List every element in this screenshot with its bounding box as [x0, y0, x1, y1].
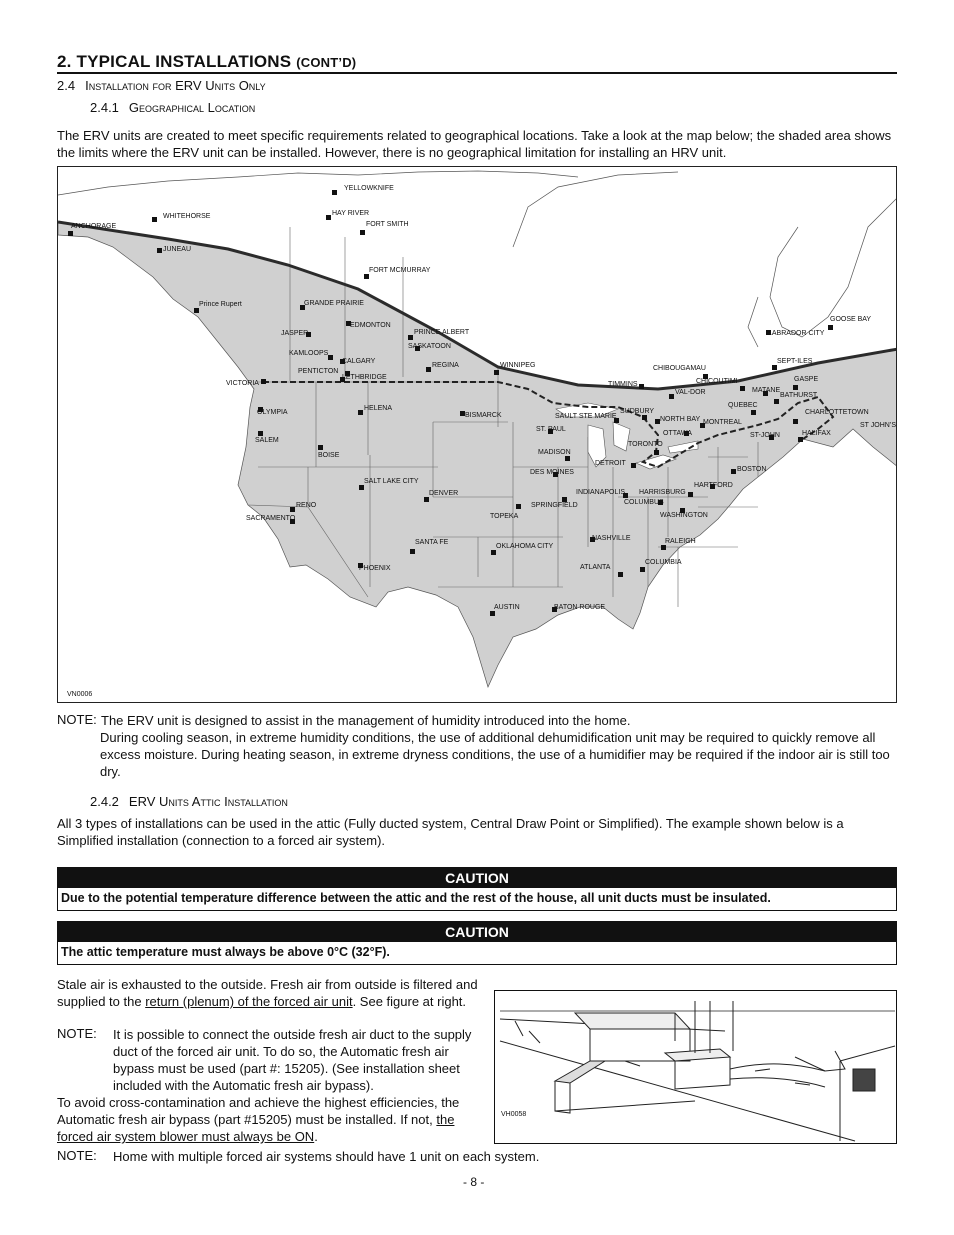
- city-label: WHITEHORSE: [163, 213, 211, 220]
- city-label: CALGARY: [342, 358, 376, 365]
- subsection-title: Installation for ERV Units Only: [85, 78, 266, 93]
- city-dot: [332, 190, 337, 195]
- stale-text-underlined: return (plenum) of the forced air unit: [145, 994, 353, 1009]
- city-label: SASKATOON: [408, 343, 451, 350]
- city-label: LETHBRIDGE: [342, 374, 387, 381]
- city-label: CHICOUTIMI: [696, 378, 738, 385]
- note-label: NOTE:: [57, 1148, 97, 1163]
- figure-code: VH0058: [501, 1111, 527, 1118]
- city-dot: [828, 325, 833, 330]
- city-label: MADISON: [538, 449, 571, 456]
- city-label: BISMARCK: [465, 412, 502, 419]
- city-label: TORONTO: [628, 441, 663, 448]
- city-label: JUNEAU: [163, 246, 192, 253]
- city-label: HALIFAX: [802, 430, 831, 437]
- attic-intro: All 3 types of installations can be used in the attic (Fully ducted system, Central Draw Point or Simplified). The example shown below is a Simplified installation (connection to a forced air system).: [57, 816, 844, 848]
- city-label: HARRISBURG: [639, 489, 686, 496]
- bypass-note: It is possible to connect the outside fresh air duct to the supply duct of the forced air unit. To do so, the Automatic fresh air bypass must be used (part #: 15205). (See installation sheet included with the Automatic fresh air bypass).: [113, 1027, 472, 1093]
- subsection-number: 2.4: [57, 78, 76, 93]
- city-label: BOISE: [318, 452, 340, 459]
- city-label: WINNIPEG: [500, 362, 536, 369]
- subsection-title: ERV Units Attic Installation: [128, 794, 288, 809]
- city-dot: [618, 572, 623, 577]
- city-label: OLYMPIA: [257, 409, 288, 416]
- city-label: SALEM: [255, 437, 279, 444]
- subsection-number: 2.4.2: [90, 794, 119, 809]
- note-label: NOTE:: [57, 712, 97, 727]
- city-dot: [194, 308, 199, 313]
- city-label: ST JOHN’S: [860, 422, 897, 429]
- city-label: EDMONTON: [350, 322, 391, 329]
- city-label: MONTREAL: [703, 419, 742, 426]
- attic-installation-drawing: [495, 991, 897, 1144]
- erv-location-map: [57, 166, 897, 703]
- city-label: HELENA: [364, 405, 393, 412]
- city-label: BOSTON: [737, 466, 767, 473]
- note-body: During cooling season, in extreme humidity conditions, the use of additional dehumidification unit may be required to quickly remove all excess moisture. During heating season, in extreme dryness conditions, the use of a humidifier may be required if the indoor air is still too dry.: [100, 730, 890, 779]
- city-label: TIMMINS: [608, 381, 638, 388]
- cross-contamination-paragraph: [57, 1094, 487, 1145]
- city-label: OKLAHOMA CITY: [496, 543, 554, 550]
- city-label: ATLANTA: [580, 564, 611, 571]
- multiple-systems-note: Home with multiple forced air systems should have 1 unit on each system.: [113, 1149, 540, 1164]
- stale-text-b: . See figure at right.: [352, 994, 467, 1009]
- city-label: GOOSE BAY: [830, 316, 872, 323]
- city-label: ST-JOHN: [750, 432, 780, 439]
- city-label: PENTICTON: [298, 368, 339, 375]
- note-first-line: The ERV unit is designed to assist in the management of humidity introduced into the home.: [101, 713, 631, 728]
- subsection-heading-2-4-2: [90, 794, 288, 809]
- caution-box-temperature: [57, 921, 897, 965]
- city-dot: [410, 549, 415, 554]
- section-title: [57, 52, 356, 72]
- city-dot: [740, 386, 745, 391]
- city-label: NORTH BAY: [660, 416, 701, 423]
- stale-text-a: Stale air is exhausted to the outside. Fresh air from outside is filtered and supplied to the: [57, 977, 478, 1009]
- city-label: VICTORIA: [226, 380, 259, 387]
- city-label: COLUMBUS: [624, 499, 664, 506]
- city-label: CHARLOTTETOWN: [805, 409, 869, 416]
- city-label: GRANDE PRAIRIE: [304, 300, 364, 307]
- city-label: GASPE: [794, 376, 819, 383]
- city-dot: [751, 410, 756, 415]
- city-dot: [318, 445, 323, 450]
- caution-text: Due to the potential temperature difference between the attic and the rest of the house, all unit ducts must be insulated.: [61, 891, 771, 905]
- note-label: NOTE:: [57, 1026, 97, 1041]
- city-dot: [360, 230, 365, 235]
- avoid-text-underlined: the forced air system blower must always be ON: [57, 1112, 455, 1144]
- city-label: MATANE: [752, 387, 781, 394]
- page-number: - 8 -: [463, 1175, 485, 1189]
- attic-installation-figure: [494, 990, 897, 1144]
- city-dot: [152, 217, 157, 222]
- city-dot: [774, 399, 779, 404]
- city-label: SAULT STE MARIE: [555, 413, 617, 420]
- city-dot: [639, 384, 644, 389]
- city-dot: [661, 545, 666, 550]
- city-dot: [516, 504, 521, 509]
- city-label: NASHVILLE: [592, 535, 631, 542]
- title-rule: [57, 72, 897, 74]
- section-title-cont: (CONT’D): [296, 55, 357, 70]
- city-label: VAL-DOR: [675, 389, 706, 396]
- city-dot: [772, 365, 777, 370]
- city-label: ST. PAUL: [536, 426, 566, 433]
- city-dot: [358, 410, 363, 415]
- city-label: ANCHORAGE: [71, 223, 117, 230]
- city-label: SALT LAKE CITY: [364, 478, 419, 485]
- city-label: DETROIT: [595, 460, 626, 467]
- city-label: PRINCE ALBERT: [414, 329, 470, 336]
- city-label: SANTA FE: [415, 539, 449, 546]
- city-dot: [290, 507, 295, 512]
- city-dot: [426, 367, 431, 372]
- city-dot: [261, 379, 266, 384]
- map-code: VN0006: [67, 691, 93, 698]
- city-label: SEPT-ILES: [777, 358, 813, 365]
- caution-heading: CAUTION: [58, 922, 896, 942]
- subsection-title: Geographical Location: [128, 100, 256, 115]
- city-label: FORT SMITH: [366, 221, 409, 228]
- city-label: CHIBOUGAMAU: [653, 365, 706, 372]
- city-label: PHOENIX: [359, 565, 391, 572]
- city-label: KAMLOOPS: [289, 350, 329, 357]
- city-label: AUSTIN: [494, 604, 520, 611]
- city-dot: [793, 385, 798, 390]
- city-dot: [490, 611, 495, 616]
- city-dot: [157, 248, 162, 253]
- city-dot: [68, 231, 73, 236]
- city-label: INDIANAPOLIS: [576, 489, 626, 496]
- subsection-heading-2-4: [57, 78, 266, 93]
- avoid-text-a: To avoid cross-contamination and achieve the highest efficiencies, the Automatic fresh air bypass (part #15205) must be installed. If not,: [57, 1095, 460, 1127]
- city-label: HAY RIVER: [332, 210, 370, 217]
- city-label: YELLOWKNIFE: [344, 185, 394, 192]
- city-label: Prince Rupert: [199, 301, 242, 308]
- city-dot: [328, 355, 333, 360]
- city-label: SPRINGFIELD: [531, 502, 578, 509]
- city-dot: [359, 485, 364, 490]
- city-label: FORT MCMURRAY: [369, 267, 431, 274]
- stale-air-paragraph: [57, 976, 487, 1010]
- city-dot: [408, 335, 413, 340]
- city-dot: [640, 567, 645, 572]
- avoid-text-b: .: [314, 1129, 318, 1144]
- city-dot: [491, 550, 496, 555]
- city-label: REGINA: [432, 362, 459, 369]
- city-label: SACRAMENTO: [246, 515, 296, 522]
- city-label: BATHURST: [780, 392, 818, 399]
- city-dot: [631, 463, 636, 468]
- city-dot: [793, 419, 798, 424]
- city-dot: [258, 431, 263, 436]
- city-label: SUDBURY: [620, 408, 655, 415]
- city-label: JASPER: [281, 330, 309, 337]
- city-label: WASHINGTON: [660, 512, 708, 519]
- city-dot: [565, 456, 570, 461]
- subsection-heading-2-4-1: [90, 100, 255, 115]
- city-dot: [642, 415, 647, 420]
- city-label: RENO: [296, 502, 317, 509]
- city-label: COLUMBIA: [645, 559, 682, 566]
- city-label: OTTAWA: [663, 430, 692, 437]
- city-dot: [424, 497, 429, 502]
- caution-heading: CAUTION: [58, 868, 896, 888]
- caution-text: The attic temperature must always be above 0°C (32°F).: [61, 945, 390, 959]
- city-label: LABRADOR CITY: [768, 330, 825, 337]
- subsection-number: 2.4.1: [90, 100, 119, 115]
- city-dot: [494, 370, 499, 375]
- city-dot: [364, 274, 369, 279]
- city-dot: [669, 394, 674, 399]
- city-dot: [654, 450, 659, 455]
- city-label: RALEIGH: [665, 538, 696, 545]
- city-label: QUEBEC: [728, 402, 758, 409]
- city-label: BATON ROUGE: [554, 604, 606, 611]
- city-label: DENVER: [429, 490, 459, 497]
- city-dot: [326, 215, 331, 220]
- city-label: HARTFORD: [694, 482, 733, 489]
- city-label: TOPEKA: [490, 513, 519, 520]
- intro-paragraph: The ERV units are created to meet specific requirements related to geographical locations. Take a look at the map below; the shaded area shows the limits where the ERV unit can be installed. However, there is no geographical limitation for installing an HRV unit.: [57, 128, 892, 160]
- section-title-text: 2. TYPICAL INSTALLATIONS: [57, 52, 292, 71]
- city-dot: [731, 469, 736, 474]
- city-label: DES MOINES: [530, 469, 574, 476]
- city-dot: [688, 492, 693, 497]
- caution-box-insulation: [57, 867, 897, 911]
- city-dot: [798, 437, 803, 442]
